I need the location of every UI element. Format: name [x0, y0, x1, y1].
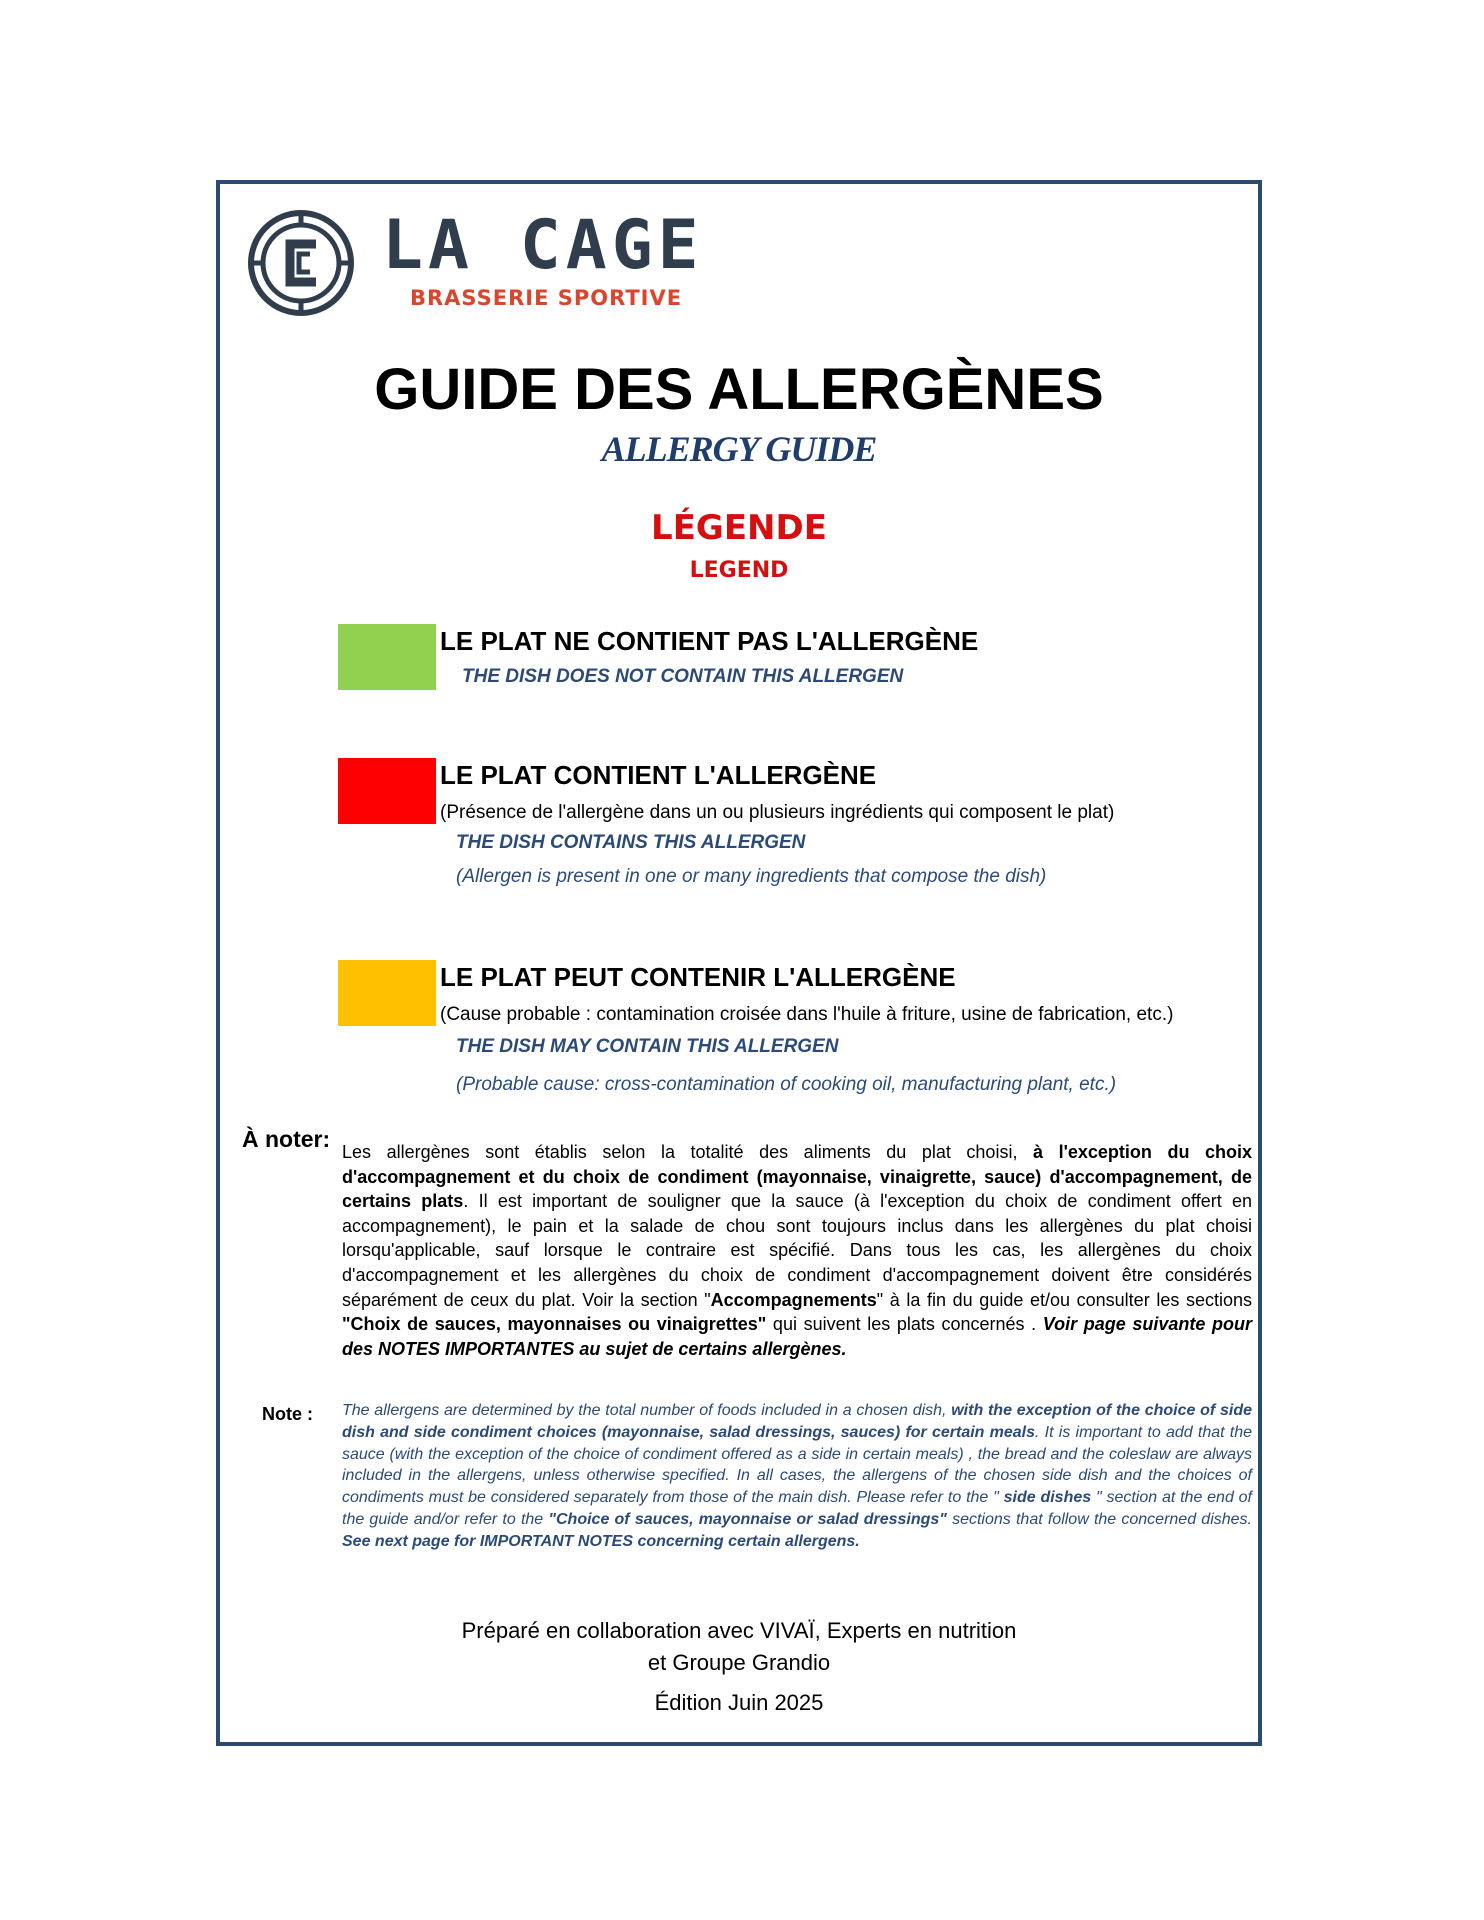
note-label-fr: À noter:: [242, 1126, 331, 1152]
red-swatch: [338, 758, 436, 824]
legend-detail-fr: (Présence de l'allergène dans un ou plusieurs ingrédients qui composent le plat): [440, 802, 1115, 823]
brand-subtitle: BRASSERIE SPORTIVE: [410, 286, 683, 310]
page-subtitle: ALLERGY GUIDE: [601, 429, 877, 469]
legend-label-en: THE DISH CONTAINS THIS ALLERGEN: [456, 832, 806, 853]
footer-credit: Préparé en collaboration avec VIVAÏ, Experts en nutrition: [461, 1618, 1017, 1643]
legend-label-fr: LE PLAT CONTIENT L'ALLERGÈNE: [440, 760, 877, 790]
legend-label-fr: LE PLAT NE CONTIENT PAS L'ALLERGÈNE: [440, 626, 979, 656]
legend-detail-en: (Probable cause: cross-contamination of cooking oil, manufacturing plant, etc.): [456, 1074, 1117, 1095]
legend-subtitle: LEGEND: [689, 558, 789, 583]
legend-label-fr: LE PLAT PEUT CONTENIR L'ALLERGÈNE: [440, 962, 956, 992]
brand-name: LA CAGE: [382, 206, 704, 285]
la-cage-logo-icon: [246, 208, 356, 318]
note-paragraph-fr: Les allergènes sont établis selon la totalité des aliments du plat choisi, à l'exception du choix d'accompagnement et du choix de condiment (mayonnaise, vinaigrette, sauce) d'accompagnement, de certains plats. Il est important de souligner que la sauce (à l'exception du choix de condiment offert en accompagnement), le pain et la salade de chou sont toujours inclus dans les allergènes du plat choisi lorsqu'applicable, sauf lorsque le contraire est spécifié. Dans tous les cas, les allergènes du choix d'accompagnement et les allergènes du choix de condiment d'accompagnement doivent être considérés séparément de ceux du plat. Voir la section "Accompagnements" à la fin du guide et/ou consulter les sections "Choix de sauces, mayonnaises ou vinaigrettes" qui suivent les plats concernés . Voir page suivante pour des NOTES IMPORTANTES au sujet de certains allergènes.: [342, 1142, 1253, 1359]
legend-label-en: THE DISH DOES NOT CONTAIN THIS ALLERGEN: [462, 666, 904, 687]
footer-edition: Édition Juin 2025: [654, 1690, 824, 1715]
legend-label-en: THE DISH MAY CONTAIN THIS ALLERGEN: [456, 1036, 839, 1057]
footer-credit-2: et Groupe Grandio: [647, 1650, 831, 1675]
note-paragraph-en: The allergens are determined by the total number of foods included in a chosen dish, with the exception of the choice of side dish and side condiment choices (mayonnaise, salad dressings, sauces) for certain meals. It is important to add that the sauce (with the exception of the choice of condiment offered as a side in certain meals) , the bread and the coleslaw are always included in the allergens, unless otherwise specified. In all cases, the allergens of the chosen side dish and the choices of condiments must be considered separately from those of the main dish. Please refer to the " side dishes " section at the end of the guide and/or refer to the "Choice of sauces, mayonnaise or salad dressings" sections that follow the concerned dishes. See next page for IMPORTANT NOTES concerning certain allergens.: [342, 1402, 1253, 1550]
green-swatch: [338, 624, 436, 690]
orange-swatch: [338, 960, 436, 1026]
legend-title: LÉGENDE: [651, 508, 827, 548]
note-label-en: Note :: [262, 1404, 313, 1424]
page-title: GUIDE DES ALLERGÈNES: [374, 357, 1104, 422]
legend-detail-fr: (Cause probable : contamination croisée dans l'huile à friture, usine de fabrication, etc.): [440, 1004, 1174, 1025]
legend-detail-en: (Allergen is present in one or many ingredients that compose the dish): [456, 866, 1047, 887]
